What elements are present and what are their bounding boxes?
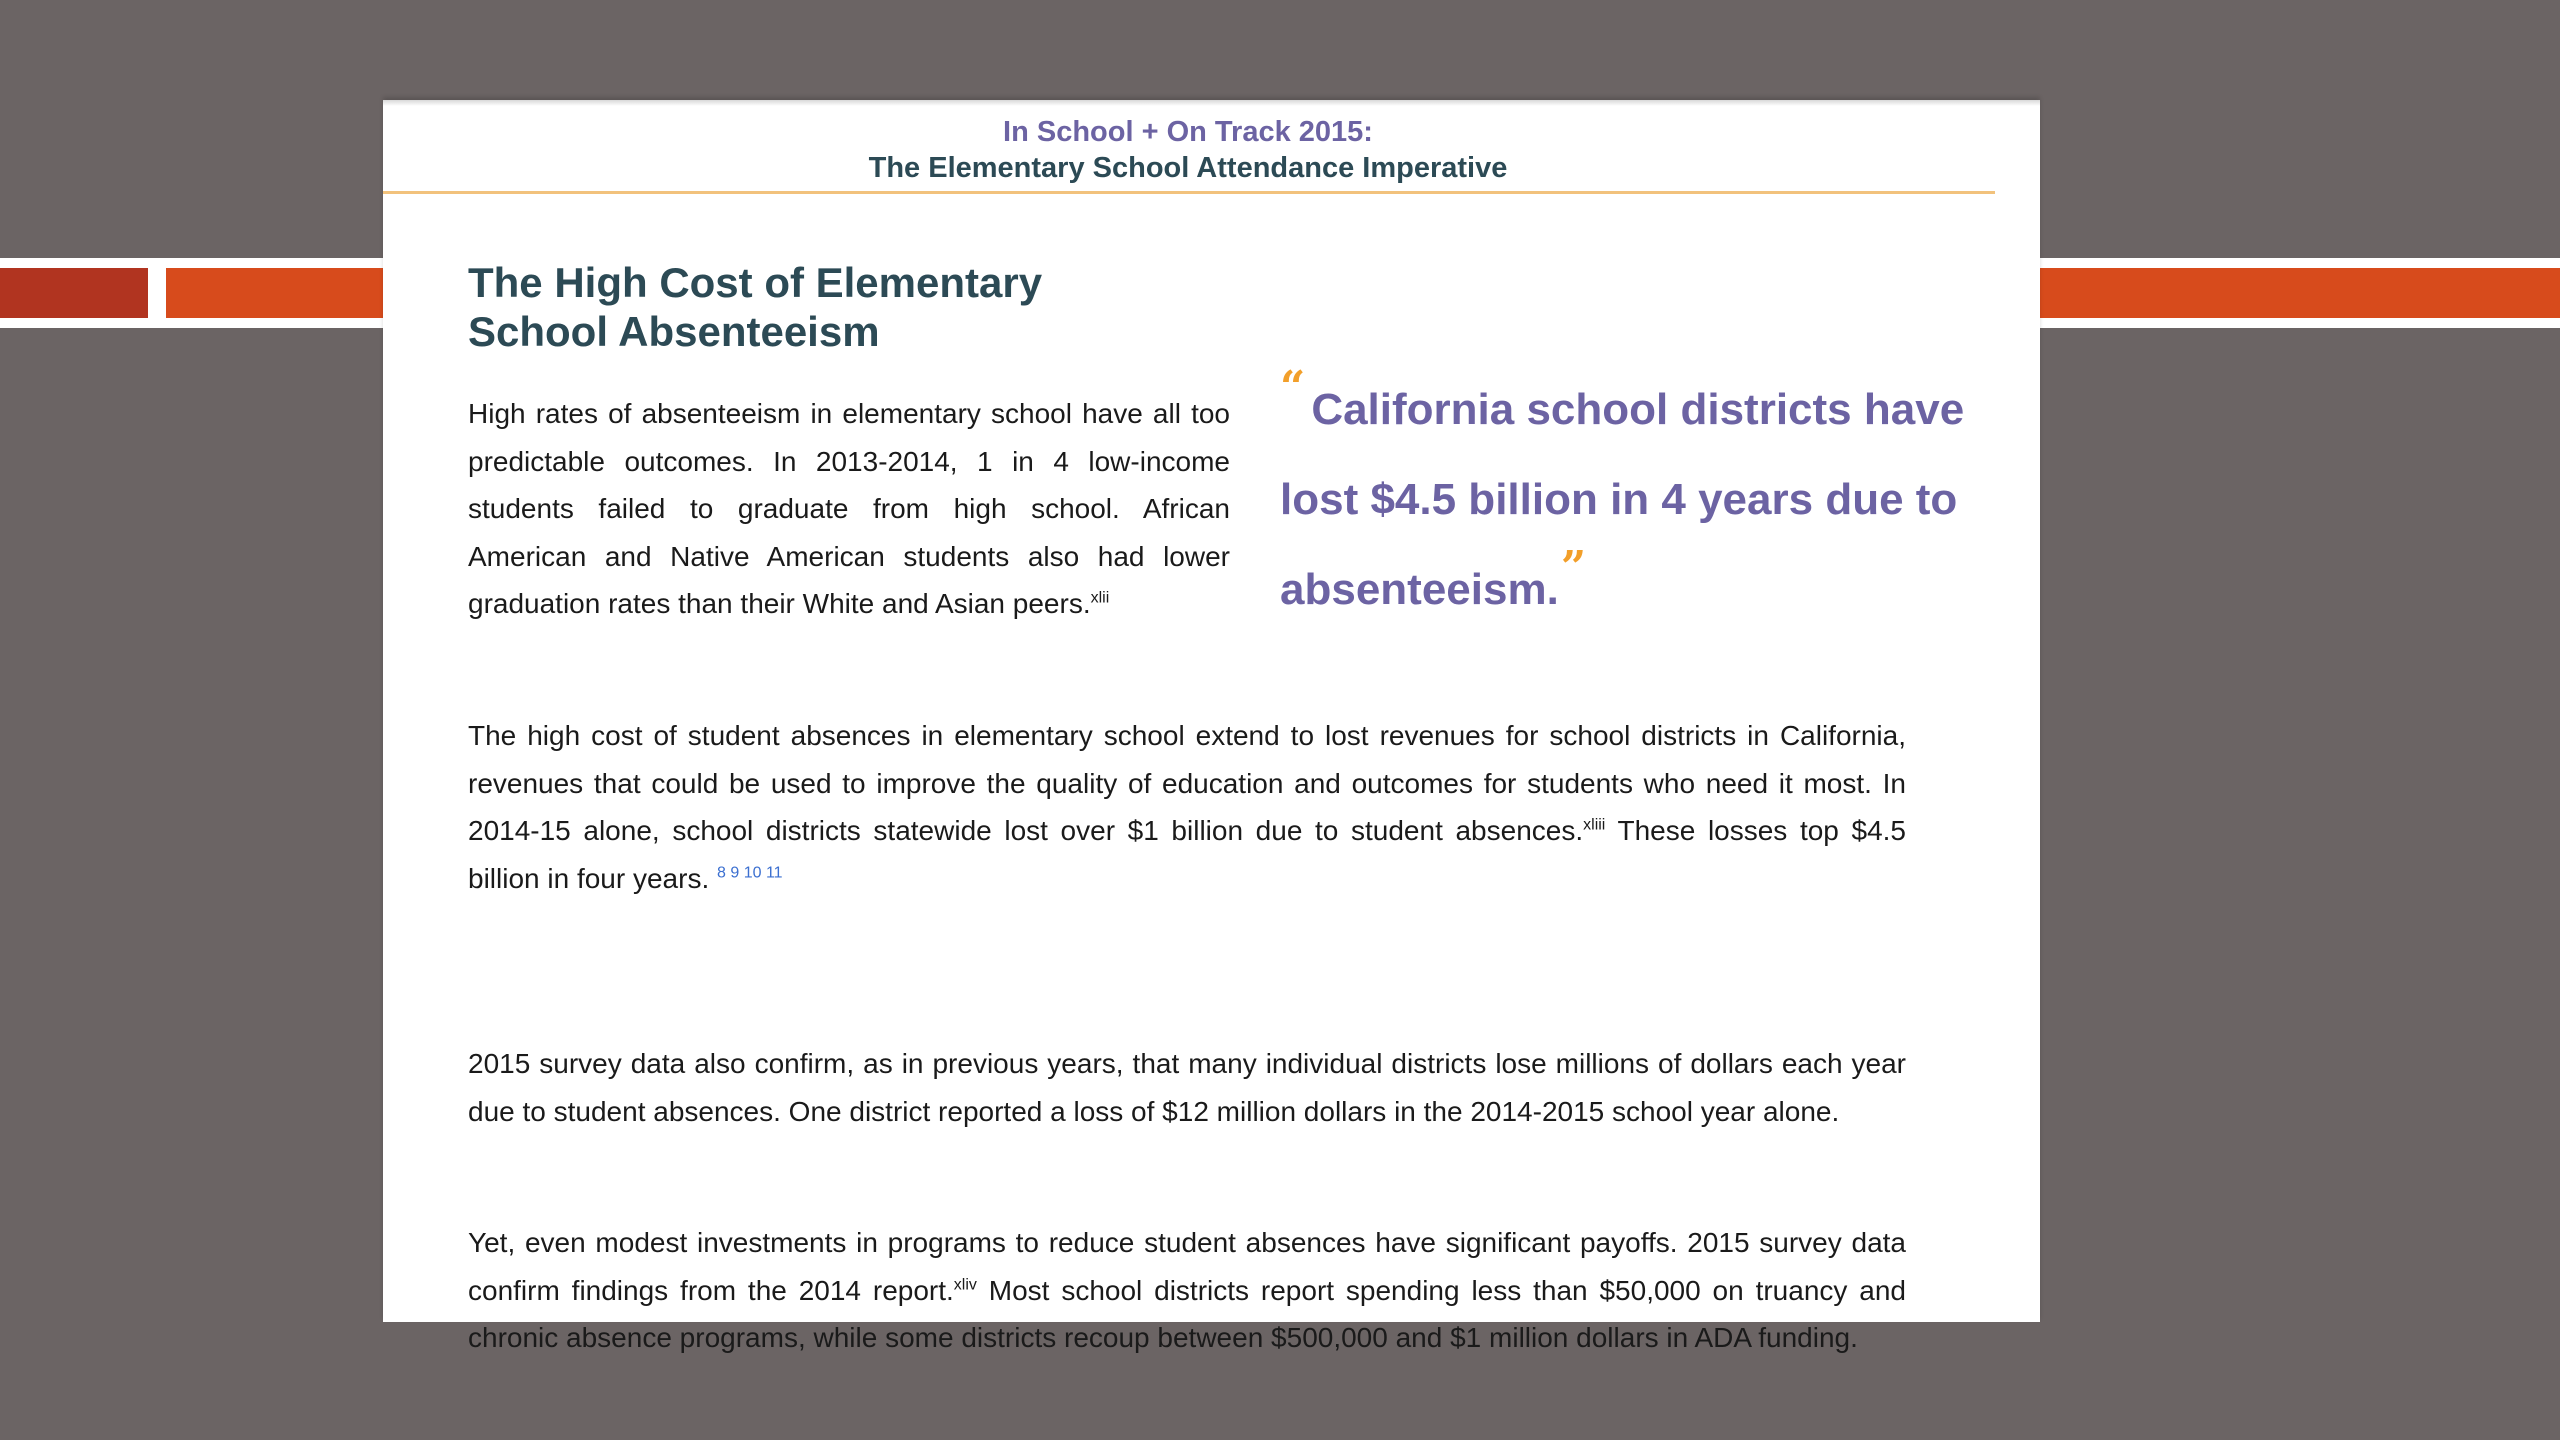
header-report-title: In School + On Track 2015: xyxy=(1003,116,1373,148)
slide-band-dark-red xyxy=(0,268,148,318)
paragraph-text: The high cost of student absences in elementary school extend to lost revenues for school districts in California, revenues that could be used to improve the quality of education and outcomes for students who need it most. In 2014-15 alone, school districts statewide lost over $1 billion due to student absences. xyxy=(468,720,1906,846)
page-header xyxy=(383,114,1993,186)
paragraph-text: Most school districts report spending less than $50,000 on truancy and chronic absence programs, while some districts recoup between $500,000 and $1 million dollars in ADA funding. xyxy=(468,1274,1906,1353)
footnote-ref: 8 9 10 11 xyxy=(717,864,783,882)
section-title-line1: The High Cost of Elementary xyxy=(468,259,1043,306)
body-paragraph-survey xyxy=(468,1040,1906,1135)
paragraph-text: These losses top $4.5 billion in four years. xyxy=(468,815,1906,894)
paragraph-text: 2015 survey data also confirm, as in previous years, that many individual districts lose millions of dollars each year due to student absences. One district reported a loss of $12 million dollars in the 2014-2015 school year alone. xyxy=(468,1048,1906,1127)
footnote-ref: xliii xyxy=(1583,816,1606,834)
header-report-subtitle: The Elementary School Attendance Imperative xyxy=(868,152,1508,184)
slide-band-orange-right xyxy=(2040,268,2560,318)
section-title xyxy=(468,258,1168,356)
body-paragraph-investments xyxy=(468,1219,1906,1362)
pull-quote-text: California school districts have lost $4.5 billion in 4 years due to absenteeism. xyxy=(1280,385,1965,614)
close-quote-icon: ” xyxy=(1560,542,1587,593)
paragraph-text: Yet, even modest investments in programs to reduce student absences have significant payoffs. 2015 survey data confirm findings from the 2014 report. xyxy=(468,1227,1906,1306)
open-quote-icon: “ xyxy=(1280,362,1306,413)
intro-text: High rates of absenteeism in elementary school have all too predictable outcomes. In 2013-2014, 1 in 4 low-income students failed to graduate from high school. African American and Native American students also had lower graduation rates than their White and Asian peers. xyxy=(468,398,1230,619)
intro-paragraph xyxy=(468,390,1230,628)
slide-band-orange-left xyxy=(166,268,386,318)
document-page xyxy=(383,100,2040,1353)
footnote-ref: xliv xyxy=(953,1276,977,1294)
footnote-ref: xlii xyxy=(1090,589,1110,607)
header-divider xyxy=(383,191,1995,194)
pull-quote xyxy=(1280,362,2020,635)
section-title-line2: School Absenteeism xyxy=(468,308,880,355)
body-paragraph-revenue xyxy=(468,712,1906,902)
page-top-shadow xyxy=(383,100,2040,106)
